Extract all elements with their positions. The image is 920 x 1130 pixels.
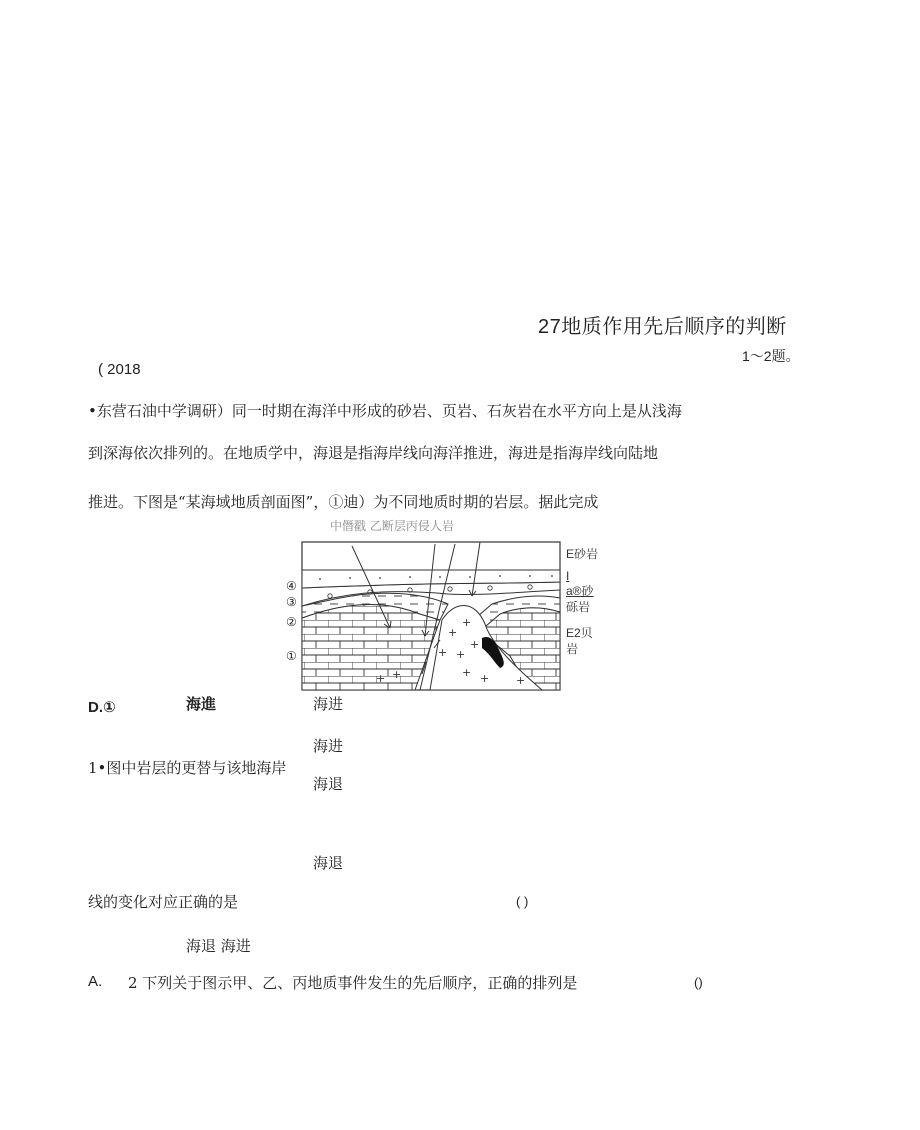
option-col-3: 海退: [313, 775, 344, 793]
option-d-label: D.①: [88, 699, 116, 716]
svg-text:+: +: [392, 668, 402, 681]
question-1-answer-paren: ( ): [516, 894, 529, 909]
question-2-answer-paren: (): [694, 975, 703, 990]
option-col-2: 海进: [313, 737, 344, 755]
svg-text:+: +: [462, 666, 472, 679]
svg-text:+: +: [438, 646, 448, 659]
legend-shale-b: 岩: [566, 642, 579, 656]
option-d-value: 海進: [186, 695, 217, 713]
question-1-part-2: 线的变化对应正确的是: [88, 893, 239, 911]
question-1-part-1: 1•图中岩层的更替与该地海岸: [88, 759, 287, 777]
question-range: 1〜2题。: [742, 348, 800, 364]
layer-label-1: ①: [286, 649, 297, 663]
intro-line-3: 推进。下图是“某海域地质剖面图”，①迪）为不同地质时期的岩层。据此完成: [88, 493, 599, 511]
svg-text:+: +: [376, 672, 386, 685]
option-bottom-pair: 海退 海进: [186, 937, 251, 955]
layer-label-3: ③: [286, 595, 297, 609]
svg-text:+: +: [480, 672, 490, 685]
geologic-cross-section: [280, 536, 570, 696]
svg-text:+: +: [470, 638, 480, 651]
figure-top-caption: 中僭戳 乙断层丙侵人岩: [330, 519, 454, 533]
svg-text:+: +: [516, 674, 526, 687]
question-2-text: 2 下列关于图示甲、乙、丙地质事件发生的先后顺序，正确的排列是: [128, 974, 578, 992]
source-year: ( 2018: [98, 361, 141, 378]
legend-sandstone: E砂岩: [566, 547, 599, 561]
page-title: 27地质作用先后顺序的判断: [538, 316, 787, 338]
intro-line-2: 到深海依次排列的。在地质学中，海退是指海岸线向海洋推进，海进是指海岸线向陆地: [88, 444, 659, 462]
svg-text:+: +: [448, 626, 458, 639]
layer-label-4: ④: [286, 579, 297, 593]
legend-conglomerate-b: 砾岩: [566, 600, 591, 614]
option-col-4: 海退: [313, 854, 344, 872]
svg-text:+: +: [462, 616, 472, 629]
svg-text:+: +: [456, 648, 466, 661]
option-col-1: 海进: [313, 695, 344, 713]
intro-line-1: •东营石油中学调研）同一时期在海洋中形成的砂岩、页岩、石灰岩在水平方向上是从浅海: [88, 402, 682, 420]
layer-label-2: ②: [286, 615, 297, 629]
legend-conglomerate-a: a®砂: [566, 584, 594, 598]
legend-marker: I: [566, 569, 570, 583]
option-a-label: A.: [88, 973, 103, 990]
legend-shale-a: E2贝: [566, 626, 593, 640]
